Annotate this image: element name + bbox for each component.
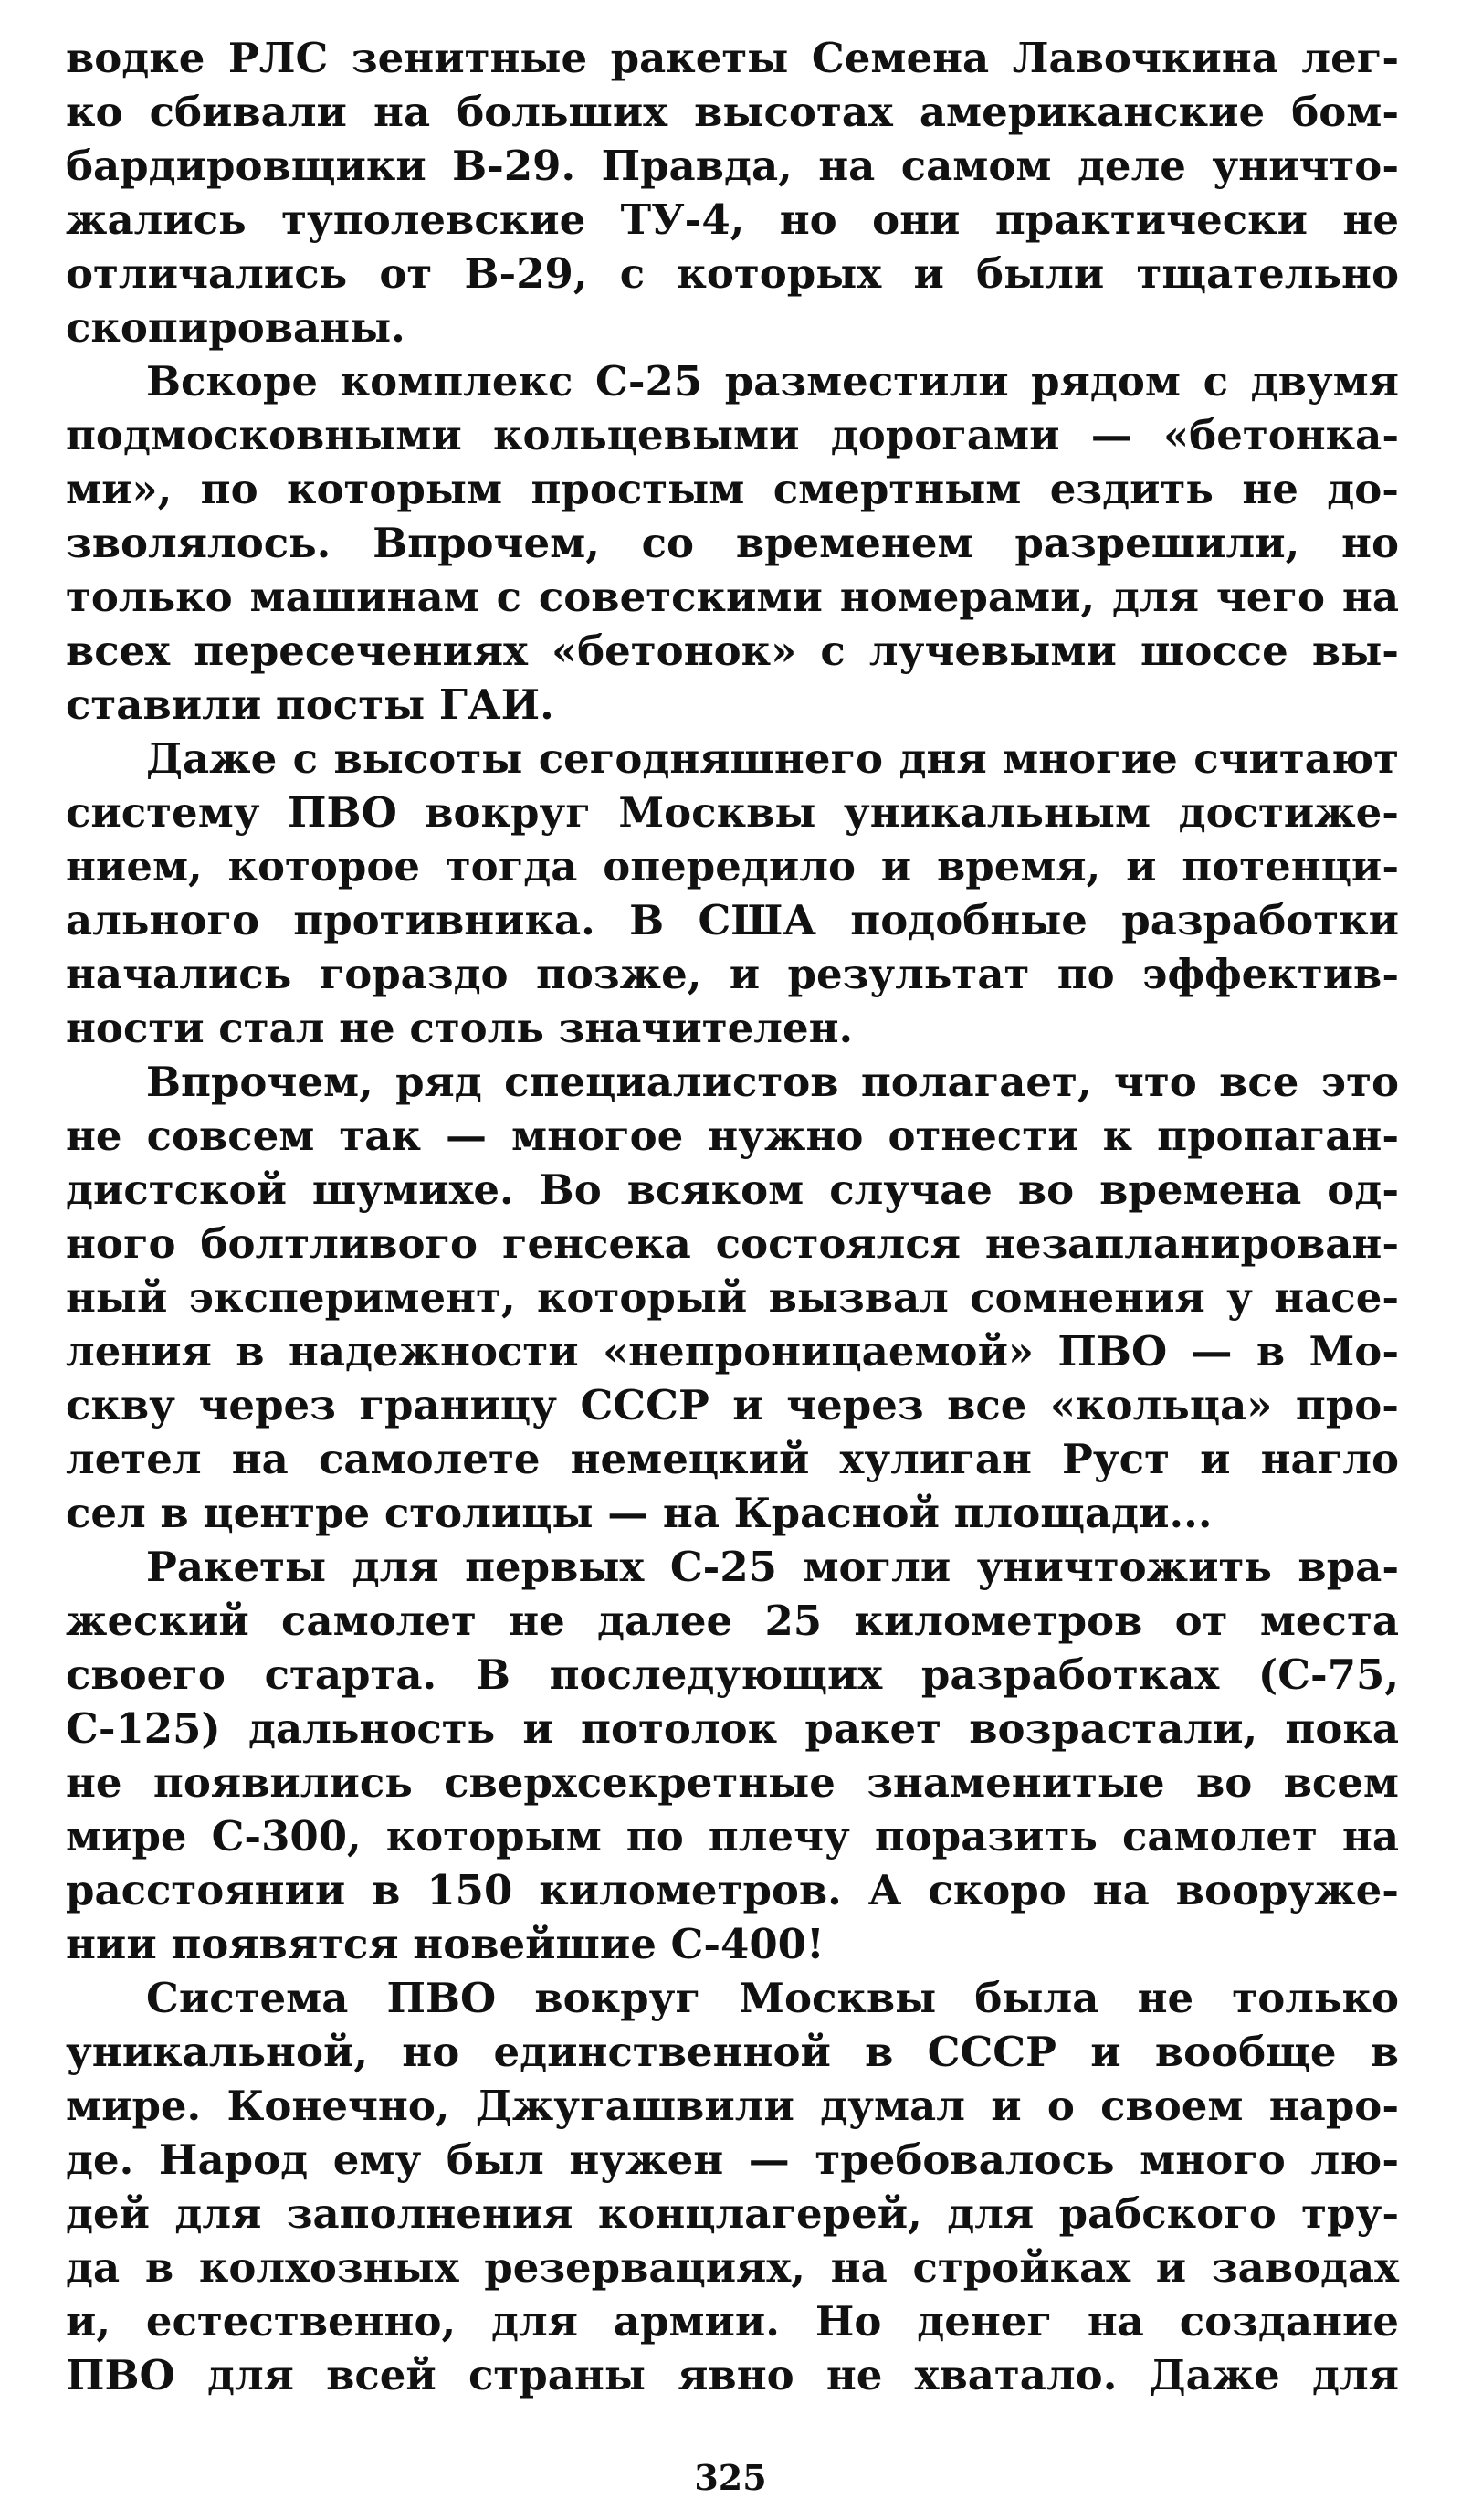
text-line: подмосковными кольцевыми дорогами — «бетонка- [66, 411, 1399, 459]
text-line: ального противника. В США подобные разработки [66, 896, 1399, 944]
text-line: ного болтливого генсека состоялся незапланирован- [66, 1219, 1399, 1268]
text-line: скву через границу СССР и через все «кольца» про- [66, 1381, 1399, 1429]
text-line: Впрочем, ряд специалистов полагает, что все это [146, 1058, 1399, 1106]
text-line: и, естественно, для армии. Но денег на создание [66, 2297, 1399, 2346]
text-line: нии появятся новейшие С-400! [66, 1920, 825, 1968]
text-line: скопированы. [66, 303, 405, 352]
text-line: жеский самолет не далее 25 километров от места [66, 1597, 1399, 1645]
text-line: не появились сверхсекретные знаменитые во всем [66, 1758, 1399, 1807]
text-line: де. Народ ему был нужен — требовалось много лю- [66, 2135, 1399, 2184]
text-line: только машинам с советскими номерами, для чего на [66, 573, 1399, 621]
text-line: Вскоре комплекс С-25 разместили рядом с двумя [146, 357, 1399, 406]
text-line: Ракеты для первых С-25 могли уничтожить вра- [146, 1543, 1399, 1591]
page-number: 325 [694, 2457, 767, 2498]
text-line: жались туполевские ТУ-4, но они практически не [66, 195, 1399, 244]
text-line: ми», по которым простым смертным ездить не до- [66, 465, 1399, 513]
text-line: ности стал не столь значителен. [66, 1004, 854, 1052]
text-line: нием, которое тогда опередило и время, и потенци- [66, 842, 1399, 891]
text-line: расстоянии в 150 километров. А скоро на вооруже- [66, 1866, 1399, 1914]
text-line: ко сбивали на больших высотах американские бом- [66, 88, 1399, 136]
text-line: Даже с высоты сегодняшнего дня многие считают [146, 734, 1399, 783]
text-line: своего старта. В последующих разработках (С-75, [66, 1650, 1399, 1699]
text-line: водке РЛС зенитные ракеты Семена Лавочкина лег- [66, 34, 1399, 82]
text-line: бардировщики В-29. Правда, на самом деле уничто- [66, 142, 1399, 190]
page-body [66, 31, 1399, 2399]
text-line: мире. Конечно, Джугашвили думал и о своем наро- [66, 2082, 1399, 2130]
text-line: дей для заполнения концлагерей, для рабского тру- [66, 2189, 1399, 2238]
text-line: начались гораздо позже, и результат по эффектив- [66, 950, 1399, 998]
text-line: сел в центре столицы — на Красной площади... [66, 1489, 1213, 1537]
text-line: ления в надежности «непроницаемой» ПВО — в Мо- [66, 1327, 1399, 1376]
text-line: мире С-300, которым по плечу поразить самолет на [66, 1812, 1399, 1861]
text-line: летел на самолете немецкий хулиган Руст и нагло [66, 1435, 1399, 1483]
text-line: С-125) дальность и потолок ракет возрастали, пока [66, 1704, 1399, 1753]
text-line: уникальной, но единственной в СССР и вообще в [66, 2028, 1399, 2076]
text-line: зволялось. Впрочем, со временем разрешили, но [66, 519, 1399, 567]
text-line: отличались от В-29, с которых и были тщательно [66, 249, 1399, 298]
text-line: не совсем так — многое нужно отнести к пропаган- [66, 1112, 1399, 1160]
text-line: дистской шумихе. Во всяком случае во времена од- [66, 1165, 1399, 1214]
text-line: всех пересечениях «бетонок» с лучевыми шоссе вы- [66, 627, 1399, 675]
text-line: ставили посты ГАИ. [66, 680, 554, 729]
text-line: Система ПВО вокруг Москвы была не только [146, 1974, 1399, 2022]
text-line: ПВО для всей страны явно не хватало. Даже для [66, 2351, 1399, 2399]
text-line: систему ПВО вокруг Москвы уникальным достиже- [66, 788, 1399, 837]
text-line: ный эксперимент, который вызвал сомнения у насе- [66, 1273, 1399, 1322]
text-line: да в колхозных резервациях, на стройках и заводах [66, 2243, 1399, 2292]
